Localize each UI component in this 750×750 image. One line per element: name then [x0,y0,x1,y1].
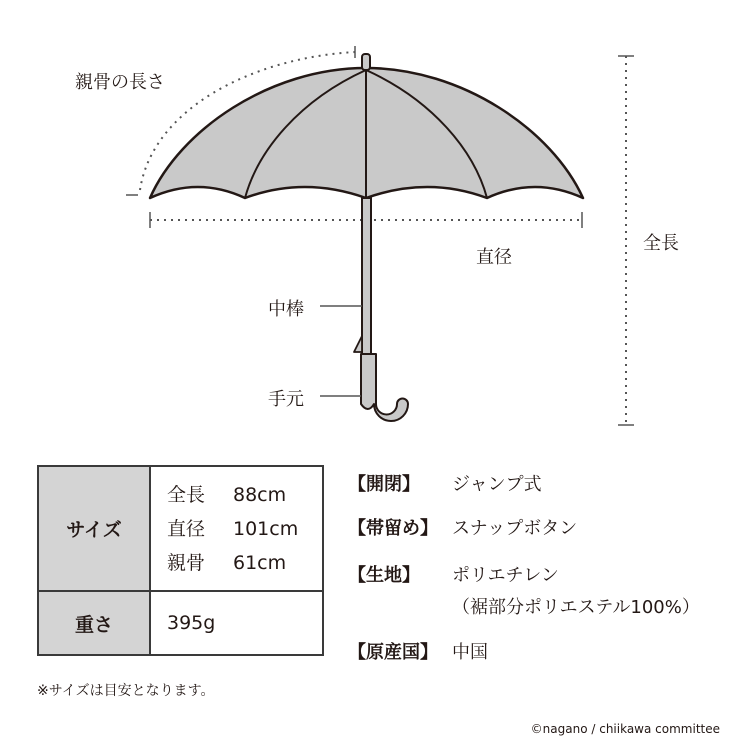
weight-header: 重さ [38,591,150,655]
handle-label: 手元 [268,389,304,410]
property-strap [348,514,577,540]
property-fabric [348,561,700,619]
shaft-label: 中棒 [268,299,304,320]
weight-value: 395g [150,591,323,655]
size-note: ※サイズは目安となります。 [37,683,215,699]
size-values [150,466,323,591]
weight-row [38,591,323,655]
property-value: スナップボタン [452,518,578,539]
total-length-label: 全長 [643,233,679,254]
size-header: サイズ [38,466,150,591]
copyright-notice: ©nagano / chiikawa committee [530,722,720,736]
property-value: 中国 [452,642,488,663]
size-value: 88cm [233,483,287,506]
property-key: 【帯留め】 [348,518,438,539]
umbrella-tip [362,54,370,70]
property-value-sub: （裾部分ポリエステル100%） [452,597,700,618]
property-key: 【開閉】 [348,474,420,495]
size-value: 101cm [233,517,299,540]
diameter-label: 直径 [476,247,512,268]
umbrella-latch [354,336,362,352]
size-line-total [167,478,322,512]
property-key: 【原産国】 [348,642,438,663]
umbrella-handle [361,354,408,421]
spec-table [37,465,324,656]
size-line-diameter [167,512,322,546]
property-value: ジャンプ式 [452,474,542,495]
size-name: 親骨 [167,551,206,574]
property-value-group [452,561,700,619]
property-key: 【生地】 [348,565,420,586]
property-opening [348,470,542,496]
property-value: ポリエチレン [452,565,559,586]
property-origin [348,638,488,664]
size-row [38,466,323,591]
size-line-rib [167,546,322,580]
size-name: 直径 [167,517,206,540]
umbrella-shaft [362,198,371,356]
size-value: 61cm [233,551,287,574]
rib-length-label: 親骨の長さ [75,72,165,93]
size-name: 全長 [167,483,206,506]
